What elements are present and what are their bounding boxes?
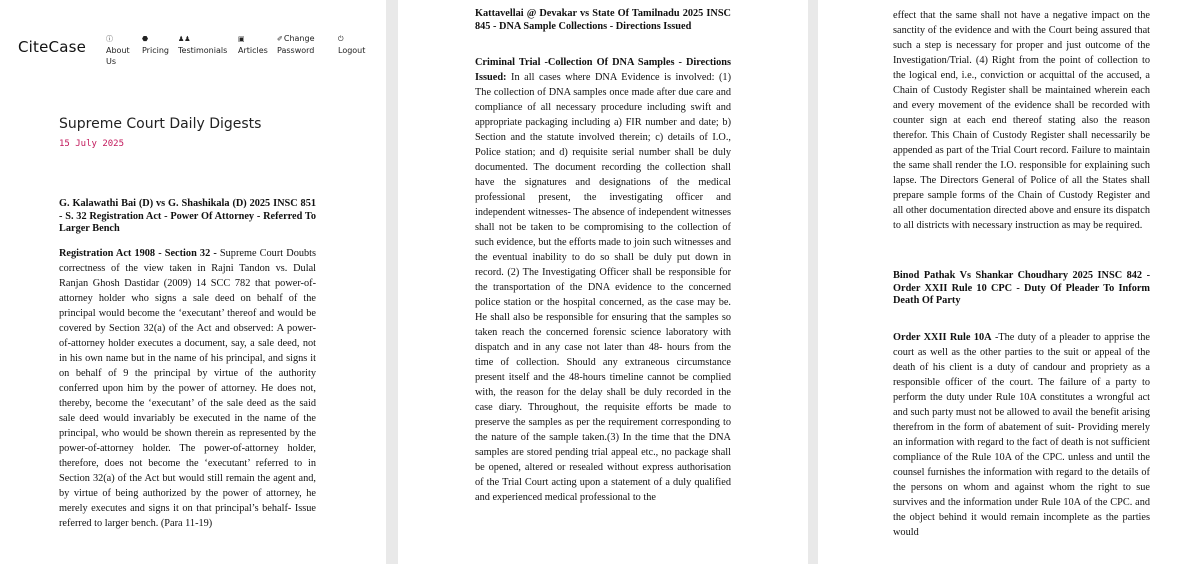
tag-icon: ⬣ (142, 35, 149, 43)
case-title[interactable]: Binod Pathak Vs Shankar Choudhary 2025 INSC 842 - Order XXII Rule 10 CPC - Duty Of Pleader To Inform Death Of Party (893, 270, 1150, 306)
summary-lead: Registration Act 1908 - Section 32 - (59, 248, 217, 259)
nav-logout[interactable] (338, 33, 365, 56)
summary-lead: Order XXII Rule 10A (893, 332, 992, 343)
digest-date: 15 July 2025 (59, 139, 125, 149)
case-title[interactable]: Kattavellai @ Devakar vs State Of Tamilnadu 2025 INSC 845 - DNA Sample Collections - Directions Issued (475, 8, 731, 32)
nav-change-password[interactable] (277, 33, 329, 56)
nav-about[interactable] (106, 33, 136, 67)
nav-articles[interactable] (238, 33, 268, 56)
power-icon: ⏻ (338, 35, 344, 43)
case-title[interactable]: G. Kalawathi Bai (D) vs G. Shashikala (D) 2025 INSC 851 - S. 32 Registration Act - Power Of Attorney - Referred To Larger Bench (59, 198, 316, 234)
summary-body: -The duty of a pleader to apprise the court as well as the other parties to the suit or appeal of the death of his client is a duty of candour and propriety as a responsible officer of the court. The failure of a party to perform the duty under Rule 10A constitutes a wrongful act and such party must not be allowed to avail the benefit arising therefrom in the form of abatement of suit- Providing merely an information with regard to the fact of death is not sufficient compliance of the Rule 10A of the CPC. unless and until the counsel furnishes the information with regard to the details of the persons on whom and against whom the right to sue survives and the information under Rule 10A of the CPC. and the object behind it would remain incomplete as the parties would (893, 332, 1151, 538)
brand-logo[interactable]: CiteCase (18, 38, 87, 56)
case-summary (475, 55, 731, 505)
nav-logout-label: Logout (338, 46, 366, 55)
case-summary (893, 330, 1150, 540)
nav-about-label: About Us (106, 46, 130, 66)
nav-articles-label: Articles (238, 46, 268, 55)
nav-pricing-label: Pricing (142, 46, 169, 55)
document-page-3 (818, 0, 1200, 564)
nav-pricing[interactable] (142, 33, 169, 56)
key-icon: ✐ (277, 35, 283, 43)
nav-testimonials[interactable] (178, 33, 227, 56)
people-icon: ♟♟ (178, 35, 191, 43)
summary-body: Supreme Court Doubts correctness of the view taken in Rajni Tandon vs. Dulal Ranjan Ghosh Dastidar (2009) 14 SCC 782 that power-of-attorney holder who signs a sale deed on behalf of the principal would become the ‘executant’ thereof and would be covered by Section 32(a) of the Act and observed: A power-of-attorney holder executes a document, say, a sale deed, not in his own name but in the name of his principal, and signs it on behalf of 9 the principal by virtue of the authority conferred upon him by the power of attorney. He does not, thereby, become the ‘executant’ of the sale deed as the said sale deed would invariably be executed in the name of the principal, who would be shown therein as represented by the power-of-attorney holder. The power-of-attorney holder, therefore, does not become the ‘executant’ referred to in Section 32(a) of the Act but would still remain the agent and, by virtue of being authorized by the power of attorney, he merely executes and signs it on that principal’s behalf- Issue referred to larger bench. (Para 11-19) (59, 248, 317, 529)
nav-change-password-label: Change Password (277, 34, 315, 55)
info-icon: ⓘ (106, 35, 113, 43)
nav-testimonials-label: Testimonials (178, 46, 228, 55)
document-page-1 (0, 0, 386, 564)
summary-lead: Criminal Trial -Collection Of DNA Samples - Directions Issued: (475, 57, 731, 83)
case-summary (59, 246, 316, 531)
summary-continuation: effect that the same shall not have a negative impact on the sanctity of the evidence and with the Court being assured that such a step is necessary for proper and just outcome of the Investigation/Trial. (4) Right from the point of collection to the logical end, i.e., conviction or acquittal of the accused, a Chain of Custody Register shall be maintained wherein each and every movement of the evidence shall be recorded with counter sign at each end thereof stating also the reason therefor. This Chain of Custody Register shall necessarily be appended as part of the Trial Court record. Failure to maintain the same shall render the I.O. responsible for explaining such lapse. The Directors General of Police of all the States shall prepare sample forms of the Chain of Custody Register and all other documentation directed above and ensure its dispatch to all districts with necessary instruction as may be required. (893, 10, 1150, 231)
document-page-2 (398, 0, 808, 564)
summary-body: In all cases where DNA Evidence is involved: (1) The collection of DNA samples once made after due care and compliance of all necessary procedure including swift and appropriate packaging including a) FIR number and date; b) Section and the statute involved therein; c) details of I.O., Police station; and d) requisite serial number shall be duly documented. The document recording the collection shall have the signatures and designations of the medical professional present, the investigating officer and independent witnesses- The absence of independent witnesses shall not be taken to be compromising to the collection of such evidence, but the efforts made to join such witnesses and the eventual inability to do so shall be duly put down in record. (2) The Investigating Officer shall be responsible for the transportation of the DNA evidence to the concerned police station or the hospital concerned, as the case may be. He shall also be responsible for ensuring that the samples so taken reach the concerned forensic science laboratory with dispatch and in any case not later than 48- hours from the time of collection. Should any extraneous circumstance present itself and the 48-hours timeline cannot be complied with, the reason for the delay shall be duly recorded in the case diary. Throughout, the requisite efforts be made to preserve the samples as per the requirement corresponding to the nature of the sample taken.(3) In the time that the DNA samples are stored pending trial appeal etc., no package shall be opened, altered or resealed without express authorisation of the Trial Court acting upon a statement of a duly qualified and experienced medical professional to the (475, 72, 731, 503)
page-title: Supreme Court Daily Digests (59, 116, 262, 132)
book-icon: ▣ (238, 35, 245, 43)
